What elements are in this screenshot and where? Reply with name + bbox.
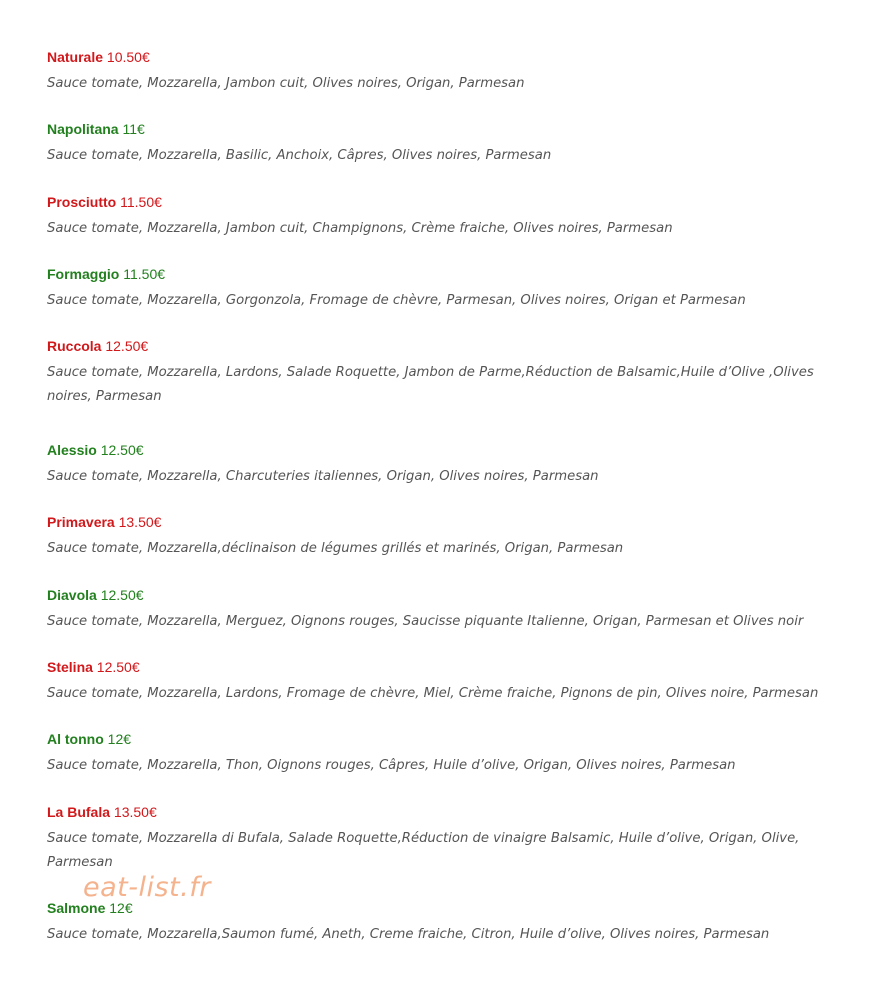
menu-item-title: [47, 730, 837, 748]
menu-item-name: Primavera: [47, 514, 115, 530]
menu-item-description: Sauce tomate, Mozzarella, Basilic, Anchoix, Câpres, Olives noires, Parmesan: [47, 148, 552, 163]
menu-item-title: [47, 337, 837, 355]
menu-item-name: Al tonno: [47, 731, 104, 747]
menu-item-description: Sauce tomate, Mozzarella,Saumon fumé, Aneth, Creme fraiche, Citron, Huile d’olive, Olives noires, Parmesan: [47, 927, 770, 942]
menu-item-price: 12€: [107, 731, 132, 747]
menu-item-ruccola: [47, 337, 837, 409]
menu-item-price: 10.50€: [106, 49, 150, 65]
menu-item-price: 11.50€: [123, 266, 166, 282]
menu-item-name: Stelina: [47, 659, 93, 675]
menu-item-title: [47, 513, 837, 531]
menu-item-description: Sauce tomate, Mozzarella,déclinaison de légumes grillés et marinés, Origan, Parmesan: [47, 541, 624, 556]
menu-item-description: Sauce tomate, Mozzarella, Charcuteries italiennes, Origan, Olives noires, Parmesan: [47, 469, 599, 484]
menu-item-description: Sauce tomate, Mozzarella, Lardons, Fromage de chèvre, Miel, Crème fraiche, Pignons de pin, Olives noire, Parmesan: [47, 686, 819, 701]
menu-item-description: Sauce tomate, Mozzarella, Jambon cuit, Champignons, Crème fraiche, Olives noires, Parmesan: [47, 221, 673, 236]
menu-item-name: Ruccola: [47, 338, 102, 354]
menu-item-price: 11€: [122, 121, 145, 137]
menu-item-title: [47, 658, 837, 676]
menu-item-primavera: [47, 513, 837, 561]
menu-item-price: 13.50€: [113, 804, 157, 820]
menu-item-stelina: [47, 658, 837, 706]
menu-item-title: [47, 586, 837, 604]
menu-item-name: Naturale: [47, 49, 104, 65]
menu-item-description: Sauce tomate, Mozzarella, Jambon cuit, Olives noires, Origan, Parmesan: [47, 76, 525, 91]
menu-item-al-tonno: [47, 730, 837, 778]
menu-item-title: [47, 193, 837, 211]
menu-item-description: Sauce tomate, Mozzarella, Gorgonzola, Fromage de chèvre, Parmesan, Olives noires, Origan et Parmesan: [47, 293, 746, 308]
menu-item-name: Salmone: [47, 900, 106, 916]
menu-item-napolitana: [47, 120, 837, 168]
menu-item-price: 11.50€: [120, 194, 162, 210]
menu-item-naturale: [47, 48, 837, 96]
menu-item-name: La Bufala: [47, 804, 111, 820]
menu-item-price: 12.50€: [105, 338, 149, 354]
menu-item-diavola: [47, 586, 837, 634]
menu-item-price: 12.50€: [100, 442, 144, 458]
menu-item-description: Sauce tomate, Mozzarella, Thon, Oignons rouges, Câpres, Huile d’olive, Origan, Olives noires, Parmesan: [47, 758, 736, 773]
menu-item-title: [47, 120, 837, 138]
menu-item-title: [47, 265, 837, 283]
menu-item-formaggio: [47, 265, 837, 313]
menu-item-name: Prosciutto: [47, 194, 117, 210]
menu-item-price: 12.50€: [96, 659, 140, 675]
menu-item-alessio: [47, 441, 837, 489]
watermark-logo: eat-list.fr: [83, 872, 211, 903]
menu-item-prosciutto: [47, 193, 837, 241]
menu-item-price: 12.50€: [100, 587, 144, 603]
menu-item-title: [47, 441, 837, 459]
menu-item-description: Sauce tomate, Mozzarella, Lardons, Salade Roquette, Jambon de Parme,Réduction de Balsamic,Huile d’Olive ,Olives noires, Parmesan: [47, 365, 814, 404]
menu-item-name: Alessio: [47, 442, 97, 458]
menu-item-title: [47, 803, 837, 821]
menu-item-description: Sauce tomate, Mozzarella, Merguez, Oignons rouges, Saucisse piquante Italienne, Origan, Parmesan et Olives noir: [47, 614, 804, 629]
menu-item-name: Napolitana: [47, 121, 119, 137]
menu-item-salmone: [47, 899, 837, 947]
menu-item-title: [47, 48, 837, 66]
menu-item-price: 12€: [109, 900, 133, 916]
menu-item-la-bufala: [47, 803, 837, 875]
menu-item-price: 13.50€: [118, 514, 162, 530]
menu-item-description: Sauce tomate, Mozzarella di Bufala, Salade Roquette,Réduction de vinaigre Balsamic, Huile d’olive, Origan, Olive, Parmesan: [47, 831, 800, 870]
menu-item-name: Formaggio: [47, 266, 120, 282]
menu-item-name: Diavola: [47, 587, 97, 603]
